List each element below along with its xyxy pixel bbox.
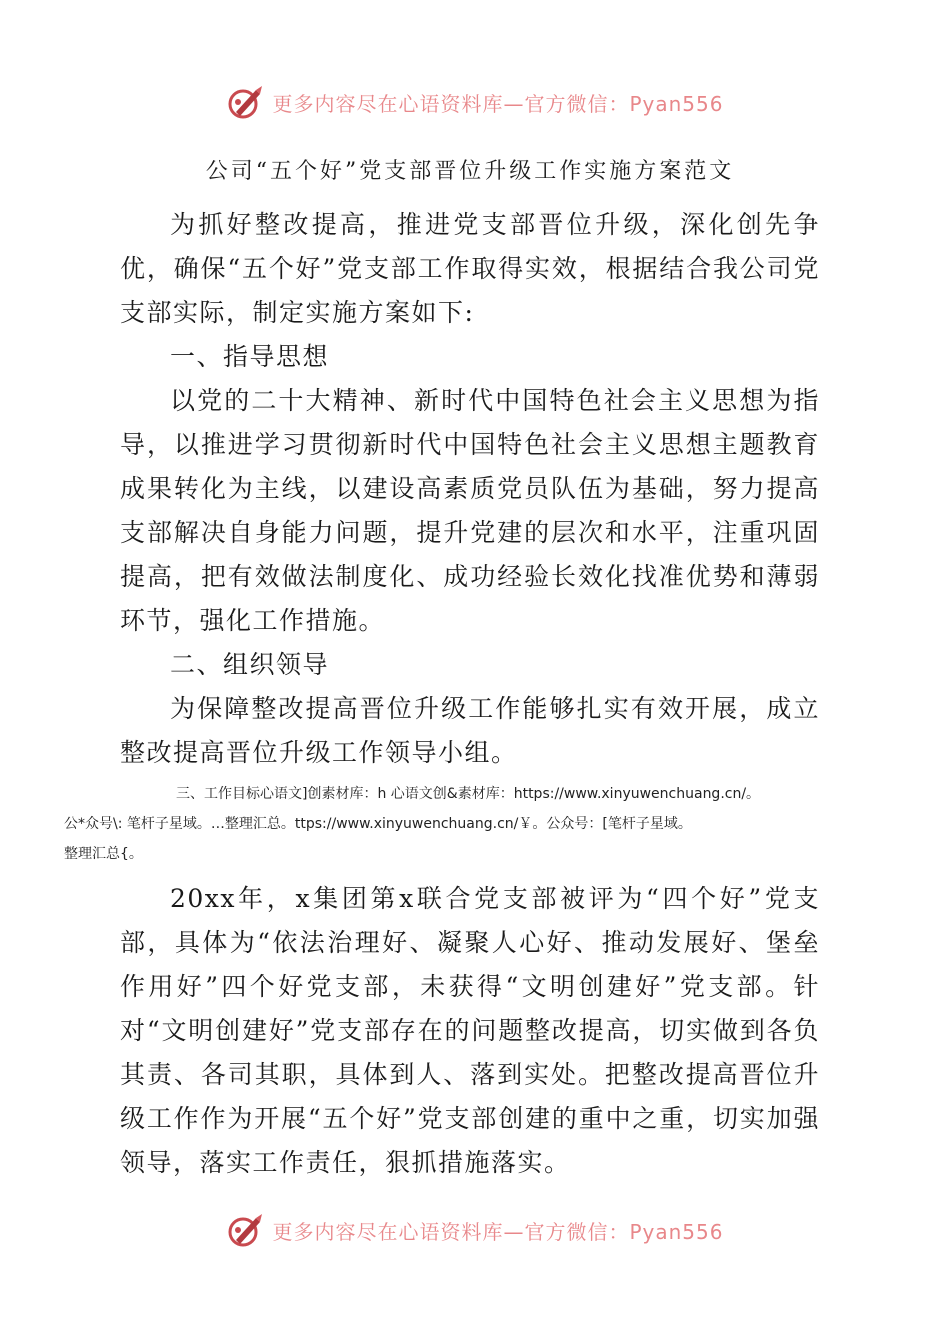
footer-banner [0,1210,950,1250]
banner-text: 更多内容尽在心语资料库—官方微信：Pyan556 [272,1219,724,1244]
pen-logo-icon [226,82,266,122]
banner-text: 更多内容尽在心语资料库—官方微信：Pyan556 [272,91,724,116]
document-title: 公司“五个好”党支部晋位升级工作实施方案范文 [205,159,735,184]
document-body [64,150,820,1185]
section-3-heading-note [64,779,820,869]
section-1-body: 以党的二十大精神、新时代中国特色社会主义思想为指导，以推进学习贯彻新时代中国特色社会主义思想主题教育成果转化为主线，以建设高素质党员队伍为基础，努力提高支部解决自身能力问题，提升党建的层次和水平，注重巩固提高，把有效做法制度化、成功经验长效化找准优势和薄弱环节，强化工作措施。 [120,386,820,635]
intro-paragraph: 为抓好整改提高，推进党支部晋位升级，深化创先争优，确保“五个好”党支部工作取得实效，根据结合我公司党支部实际，制定实施方案如下: [120,210,820,327]
section-1-heading: 一、指导思想 [170,342,330,371]
header-banner [0,82,950,122]
section-3-note-line-1: 三、工作目标心语文]创素材库：h 心语文创&素材库：https://www.xinyuwenchuang.cn/。 [176,786,761,802]
section-3-note-line-2: 公*众号\: 笔杆子星域。…整理汇总。ttps://www.xinyuwenchuang.cn/￥。公众号：[笔杆子星域。 [64,816,692,832]
section-3-note-line-3: 整理汇总{。 [64,846,143,862]
pen-logo-icon [226,1210,266,1250]
section-2-heading: 二、组织领导 [170,650,330,679]
section-3-body: 20xx年，x集团第x联合党支部被评为“四个好”党支部，具体为“依法治理好、凝聚人心好、推动发展好、堡垒作用好”四个好党支部，未获得“文明创建好”党支部。针对“文明创建好”党支部存在的问题整改提高，切实做到各负其责、各司其职，具体到人、落到实处。把整改提高晋位升级工作作为开展“五个好”党支部创建的重中之重，切实加强领导，落实工作责任，狠抓措施落实。 [120,884,820,1177]
section-2-body: 为保障整改提高晋位升级工作能够扎实有效开展，成立整改提高晋位升级工作领导小组。 [120,694,820,767]
